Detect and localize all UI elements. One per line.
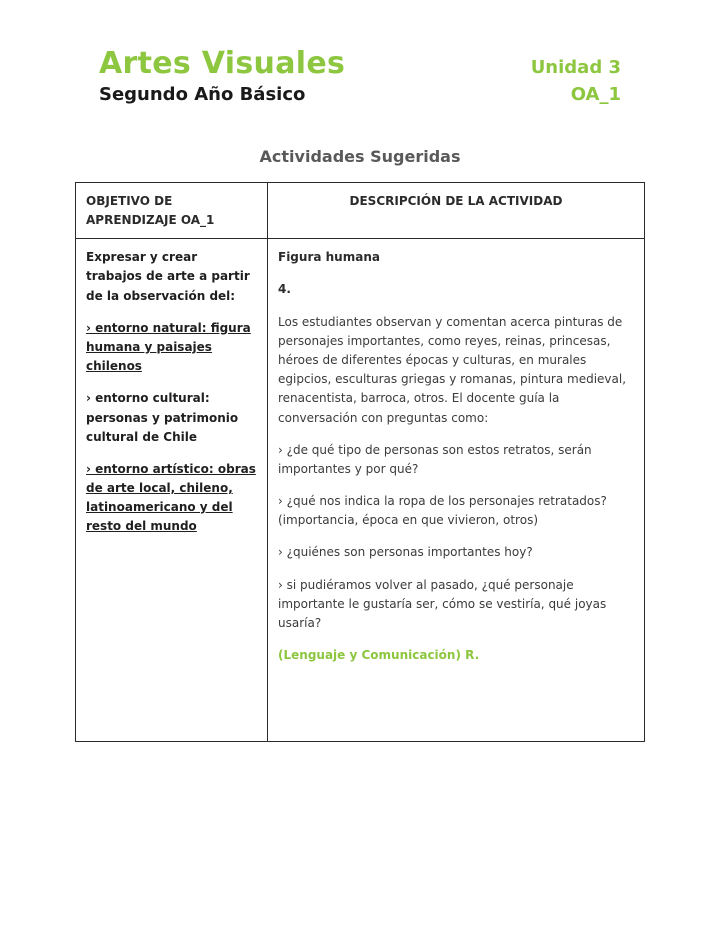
activity-paragraph: Los estudiantes observan y comentan acerca pinturas de personajes importantes, como reyes, reinas, princesas, héroes de diferentes épocas y culturas, en murales egipcios, esculturas griegas y romanas, pintura medieval, renacentista, barroca, otros. El docente guía la conversación con preguntas como: (278, 314, 627, 425)
doc-subtitle: Segundo Año Básico (99, 84, 306, 105)
activity-number: 4. (278, 282, 291, 297)
unit-label: Unidad 3 (530, 57, 621, 78)
activity-subject-tag: (Lenguaje y Comunicación) R. (278, 648, 480, 663)
document-header (75, 46, 645, 105)
activity-question: › ¿de qué tipo de personas son estos retratos, serán importantes y por qué? (278, 442, 592, 476)
col-header-descripcion: DESCRIPCIÓN DE LA ACTIVIDAD (349, 194, 563, 208)
doc-title: Artes Visuales (99, 46, 346, 81)
activity-title: Figura humana (278, 250, 380, 265)
col-header-objetivo: OBJETIVO DE APRENDIZAJE OA_1 (76, 183, 268, 238)
activity-question: › ¿quiénes son personas importantes hoy? (278, 545, 533, 560)
objective-intro: Expresar y crear trabajos de arte a partir de la observación del: (86, 250, 250, 303)
activity-cell (268, 239, 644, 741)
table-body-row (76, 239, 644, 741)
activities-table (75, 182, 645, 742)
objective-cell (76, 239, 268, 741)
section-title: Actividades Sugeridas (259, 147, 461, 166)
oa-label: OA_1 (570, 84, 621, 105)
table-header-row (76, 183, 644, 239)
objective-item-natural: › entorno natural: figura humana y paisajes chilenos (86, 320, 251, 374)
header-row-2 (99, 84, 621, 105)
activity-question: › ¿qué nos indica la ropa de los personajes retratados? (importancia, época en que vivieron, otros) (278, 494, 607, 528)
header-row-1 (99, 46, 621, 81)
objective-item-cultural: › entorno cultural: personas y patrimonio cultural de Chile (86, 391, 239, 444)
activity-question: › si pudiéramos volver al pasado, ¿qué personaje importante le gustaría ser, cómo se vestiría, qué joyas usaría? (278, 577, 607, 630)
objective-item-artistico: › entorno artístico: obras de arte local, chileno, latinoamericano y del resto del mundo (86, 461, 256, 534)
